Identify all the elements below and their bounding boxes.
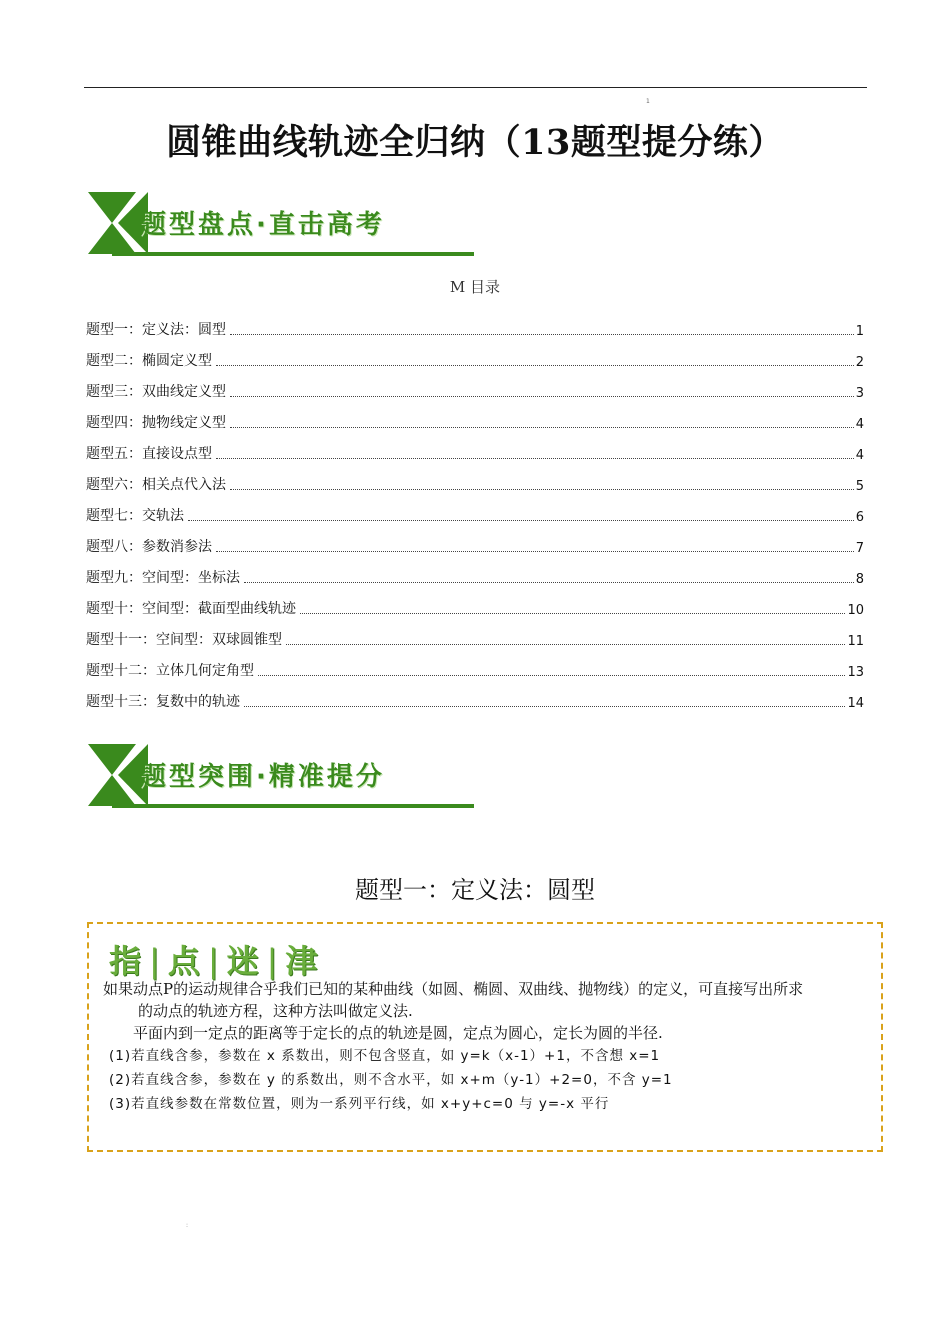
header-rule	[84, 87, 867, 88]
toc-entry[interactable]	[86, 339, 864, 370]
toc-entry-label: 题型六：相关点代入法	[86, 477, 226, 493]
toc-entry-label: 题型十：空间型：截面型曲线轨迹	[86, 601, 296, 617]
page-mark: 1	[646, 98, 650, 105]
toc-entry-label: 题型十一：空间型：双球圆锥型	[86, 632, 282, 648]
tip-char: 迷	[226, 942, 261, 980]
toc-entry[interactable]	[86, 587, 864, 618]
toc-entry-page: 2	[855, 355, 864, 370]
toc-leader-dots	[258, 675, 845, 676]
toc-entry-page: 8	[855, 572, 864, 587]
toc-entry-page: 10	[847, 603, 864, 618]
toc-entry-label: 题型八：参数消参法	[86, 539, 212, 555]
toc-entry-label: 题型二：椭圆定义型	[86, 353, 212, 369]
toc-leader-dots	[300, 613, 845, 614]
toc-entry[interactable]	[86, 649, 864, 680]
document-title: 圆锥曲线轨迹全归纳（13题型提分练）	[166, 122, 784, 163]
toc-entry-page: 1	[855, 324, 864, 339]
tip-paragraph: 如果动点P的运动规律合乎我们已知的某种曲线（如圆、椭圆、双曲线、抛物线）的定义，可直接写出所求	[103, 980, 804, 998]
toc-leader-dots	[216, 551, 854, 552]
tip-body	[103, 978, 873, 1116]
toc-entry-page: 5	[855, 479, 864, 494]
tip-char: 点	[167, 942, 202, 980]
tip-separator: |	[149, 942, 162, 980]
toc-entry-page: 13	[847, 665, 864, 680]
toc-entry-label: 题型一：定义法：圆型	[86, 322, 226, 338]
toc-entry[interactable]	[86, 308, 864, 339]
toc-entry[interactable]	[86, 525, 864, 556]
footer-mark: :	[186, 1222, 189, 1229]
toc-leader-dots	[244, 706, 845, 707]
toc-entry-page: 4	[855, 417, 864, 432]
toc-leader-dots	[188, 520, 854, 521]
toc-leader-dots	[244, 582, 854, 583]
toc-entry-page: 4	[855, 448, 864, 463]
toc-entry-page: 7	[855, 541, 864, 556]
toc-entry-label: 题型三：双曲线定义型	[86, 384, 226, 400]
toc-leader-dots	[216, 365, 854, 366]
section-title: 题型一：定义法：圆型	[355, 876, 595, 904]
toc-leader-dots	[230, 334, 854, 335]
toc-entry[interactable]	[86, 432, 864, 463]
tip-rule: (3)若直线参数在常数位置，则为一系列平行线，如 x+y+c=0 与 y=-x 平行	[109, 1096, 610, 1112]
tip-heading	[109, 936, 319, 982]
toc-entry-label: 题型七：交轨法	[86, 508, 184, 524]
tip-paragraph: 平面内到一定点的距离等于定长的点的轨迹是圆，定点为圆心，定长为圆的半径.	[133, 1024, 663, 1042]
toc-entry[interactable]	[86, 680, 864, 711]
tip-rule: (2)若直线含参，参数在 y 的系数出，则不含水平，如 x+m（y-1）+2=0，不含 y=1	[109, 1072, 673, 1088]
toc-entry-label: 题型四：抛物线定义型	[86, 415, 226, 431]
toc-entry-label: 题型九：空间型：坐标法	[86, 570, 240, 586]
toc-entry-label: 题型十三：复数中的轨迹	[86, 694, 240, 710]
toc-heading: M 目录	[449, 278, 501, 296]
banner-breakthrough	[88, 742, 474, 808]
toc-entry-page: 6	[855, 510, 864, 525]
toc-entry[interactable]	[86, 618, 864, 649]
tip-separator: |	[266, 942, 280, 980]
tip-paragraph: 的动点的轨迹方程，这种方法叫做定义法.	[138, 1002, 413, 1020]
toc-entry[interactable]	[86, 463, 864, 494]
tip-separator: |	[207, 942, 221, 980]
toc-leader-dots	[230, 396, 854, 397]
tip-box	[87, 922, 883, 1152]
tip-char: 指	[109, 942, 144, 980]
toc-leader-dots	[230, 489, 854, 490]
toc-entry-page: 11	[847, 634, 864, 649]
toc-entry[interactable]	[86, 370, 864, 401]
toc-entry-page: 3	[855, 386, 864, 401]
toc-entry[interactable]	[86, 401, 864, 432]
banner-overview	[88, 190, 474, 256]
toc-entry[interactable]	[86, 556, 864, 587]
toc-entry[interactable]	[86, 494, 864, 525]
toc-entry-label: 题型十二：立体几何定角型	[86, 663, 254, 679]
toc-entry-page: 14	[847, 696, 864, 711]
toc-leader-dots	[286, 644, 845, 645]
banner-overview-label: 题型盘点·直击高考	[140, 210, 385, 240]
toc-entry-label: 题型五：直接设点型	[86, 446, 212, 462]
banner-breakthrough-label: 题型突围·精准提分	[140, 762, 385, 792]
table-of-contents	[86, 308, 864, 711]
toc-leader-dots	[216, 458, 854, 459]
tip-rule: (1)若直线含参，参数在 x 系数出，则不包含竖直，如 y=k（x-1）+1，不含想 x=1	[109, 1048, 661, 1064]
tip-char: 津	[285, 942, 320, 980]
toc-leader-dots	[230, 427, 854, 428]
